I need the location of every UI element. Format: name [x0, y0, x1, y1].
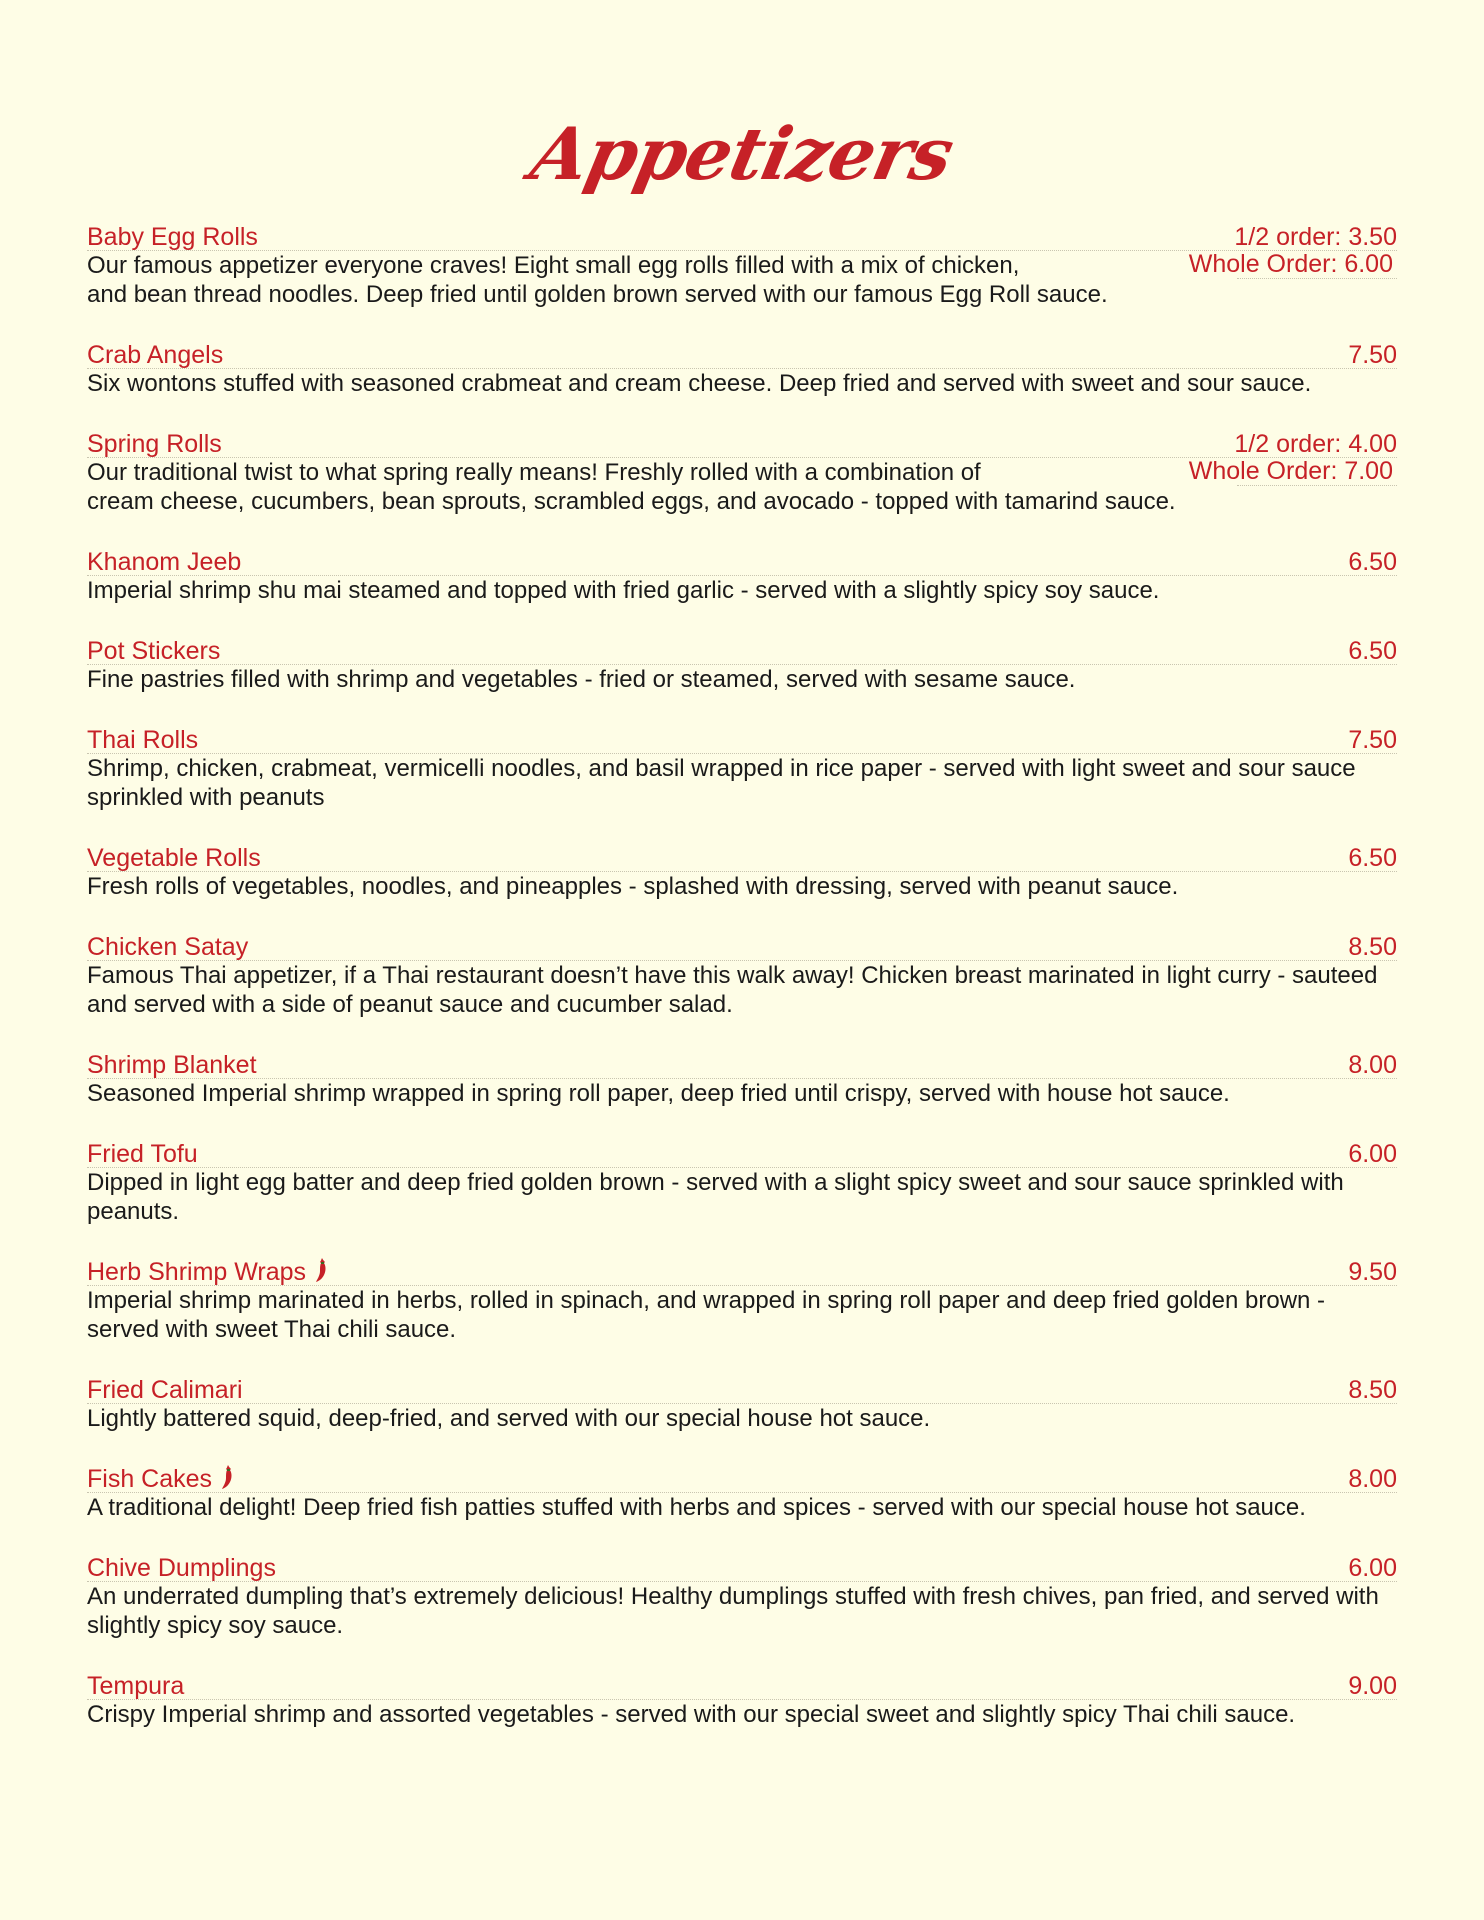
menu-item [87, 931, 1397, 1019]
menu-item-name: Tempura [87, 1672, 185, 1700]
menu-item-header [87, 1374, 1397, 1404]
menu-item-name: Vegetable Rolls [87, 844, 261, 872]
menu-item [87, 339, 1397, 398]
description-line: Our traditional twist to what spring really means! Freshly rolled with a combination of [87, 459, 981, 486]
menu-item-description: Crispy Imperial shrimp and assorted vegetables - served with our special sweet and slightly spicy Thai chili sauce. [87, 1701, 1296, 1728]
menu-item-price: 1/2 order: 3.50 [1234, 223, 1397, 251]
menu-item [87, 724, 1397, 812]
menu-item-description: Six wontons stuffed with seasoned crabmeat and cream cheese. Deep fried and served with sweet and sour sauce. [87, 370, 1312, 397]
menu-item-header [87, 724, 1397, 754]
page-title: Appetizers [523, 111, 961, 196]
menu-item-price-whole: Whole Order: 6.00 [1188, 250, 1393, 278]
menu-item-header [87, 1552, 1397, 1582]
menu-item [87, 1049, 1397, 1108]
menu-item-name: Baby Egg Rolls [87, 223, 258, 251]
menu-item-name: Spring Rolls [87, 430, 222, 458]
chili-pepper-icon [220, 1464, 234, 1490]
menu-item-name: Thai Rolls [87, 726, 199, 754]
menu-item-name: Chicken Satay [87, 933, 249, 961]
menu-item-name: Pot Stickers [87, 637, 221, 665]
menu-item-price: 8.00 [1348, 1051, 1397, 1079]
menu-item-price: 6.50 [1348, 548, 1397, 576]
menu-item-header [87, 842, 1397, 872]
menu-item-description: Shrimp, chicken, crabmeat, vermicelli noodles, and basil wrapped in rice paper - served with light sweet and sour sauce sprinkled with peanuts [87, 755, 1356, 811]
menu-item-name: Shrimp Blanket [87, 1051, 257, 1079]
menu-item-header [87, 1138, 1397, 1168]
menu-item-price: 8.50 [1348, 1376, 1397, 1404]
menu-item-description: Imperial shrimp marinated in herbs, rolled in spinach, and wrapped in spring roll paper and deep fried golden brown - served with sweet Thai chili sauce. [87, 1287, 1326, 1343]
menu-item-name-wrap [87, 1464, 234, 1494]
description-line: and bean thread noodles. Deep fried until golden brown served with our famous Egg Roll sauce. [87, 281, 1108, 308]
menu-item [87, 428, 1397, 516]
menu-item-price: 9.50 [1348, 1258, 1397, 1286]
menu-item-name: Crab Angels [87, 341, 224, 369]
menu-item-header [87, 1463, 1397, 1493]
menu-item-description: A traditional delight! Deep fried fish patties stuffed with herbs and spices - served with our special house hot sauce. [87, 1494, 1306, 1521]
menu-item-name: Chive Dumplings [87, 1554, 276, 1582]
menu-item-price: 7.50 [1348, 726, 1397, 754]
menu-item-description: Fresh rolls of vegetables, noodles, and pineapples - splashed with dressing, served with peanut sauce. [87, 873, 1179, 900]
description-line: Our famous appetizer everyone craves! Eight small egg rolls filled with a mix of chicken, [87, 252, 1020, 279]
menu-item [87, 842, 1397, 901]
menu-item [87, 635, 1397, 694]
menu-item-price: 8.50 [1348, 933, 1397, 961]
menu-item-name: Fried Calimari [87, 1376, 243, 1404]
menu-item-description: Lightly battered squid, deep-fried, and served with our special house hot sauce. [87, 1405, 931, 1432]
menu-item [87, 1552, 1397, 1640]
menu-item-description: Dipped in light egg batter and deep fried golden brown - served with a slight spicy sweet and sour sauce sprinkled with peanuts. [87, 1169, 1344, 1225]
menu-item-price: 6.50 [1348, 637, 1397, 665]
chili-pepper-icon [314, 1257, 328, 1283]
menu-item-header [87, 1049, 1397, 1079]
menu-item-name-wrap [87, 1257, 328, 1287]
menu-item-name: Herb Shrimp Wraps [87, 1258, 307, 1286]
menu-item-header [87, 428, 1397, 458]
menu-item-name: Fish Cakes [87, 1465, 213, 1493]
menu-item-header [87, 635, 1397, 665]
menu-item-header [87, 221, 1397, 251]
menu-item [87, 1138, 1397, 1226]
menu-item-name: Khanom Jeeb [87, 548, 242, 576]
menu-item-price: 7.50 [1348, 341, 1397, 369]
menu-item-description: Famous Thai appetizer, if a Thai restaurant doesn’t have this walk away! Chicken breast marinated in light curry - sauteed and served with a side of peanut sauce and cucumber salad. [87, 962, 1378, 1018]
menu-item-price: 6.50 [1348, 844, 1397, 872]
price-divider [1237, 485, 1397, 486]
menu-items-list [87, 221, 1397, 1759]
menu-item-price: 9.00 [1348, 1672, 1397, 1700]
menu-item-header [87, 1256, 1397, 1286]
menu-item-header [87, 546, 1397, 576]
menu-item [87, 1670, 1397, 1729]
menu-item-header [87, 1670, 1397, 1700]
menu-item-description: Imperial shrimp shu mai steamed and topped with fried garlic - served with a slightly spicy soy sauce. [87, 577, 1160, 604]
menu-item-description: Fine pastries filled with shrimp and vegetables - fried or steamed, served with sesame sauce. [87, 666, 1076, 693]
menu-item [87, 1256, 1397, 1344]
price-divider [1237, 278, 1397, 279]
menu-item-price-whole: Whole Order: 7.00 [1188, 457, 1393, 485]
menu-item [87, 221, 1397, 309]
menu-item [87, 1463, 1397, 1522]
menu-item-description: Seasoned Imperial shrimp wrapped in spring roll paper, deep fried until crispy, served with house hot sauce. [87, 1080, 1230, 1107]
menu-item-header [87, 931, 1397, 961]
menu-item-price: 8.00 [1348, 1465, 1397, 1493]
menu-item-price: 6.00 [1348, 1140, 1397, 1168]
menu-item [87, 1374, 1397, 1433]
menu-item-price: 1/2 order: 4.00 [1234, 430, 1397, 458]
description-line: cream cheese, cucumbers, bean sprouts, scrambled eggs, and avocado - topped with tamarind sauce. [87, 488, 1176, 515]
menu-item [87, 546, 1397, 605]
menu-item-header [87, 339, 1397, 369]
menu-item-name: Fried Tofu [87, 1140, 198, 1168]
menu-item-description: An underrated dumpling that’s extremely delicious! Healthy dumplings stuffed with fresh chives, pan fried, and served with slightly spicy soy sauce. [87, 1583, 1379, 1639]
menu-item-price: 6.00 [1348, 1554, 1397, 1582]
